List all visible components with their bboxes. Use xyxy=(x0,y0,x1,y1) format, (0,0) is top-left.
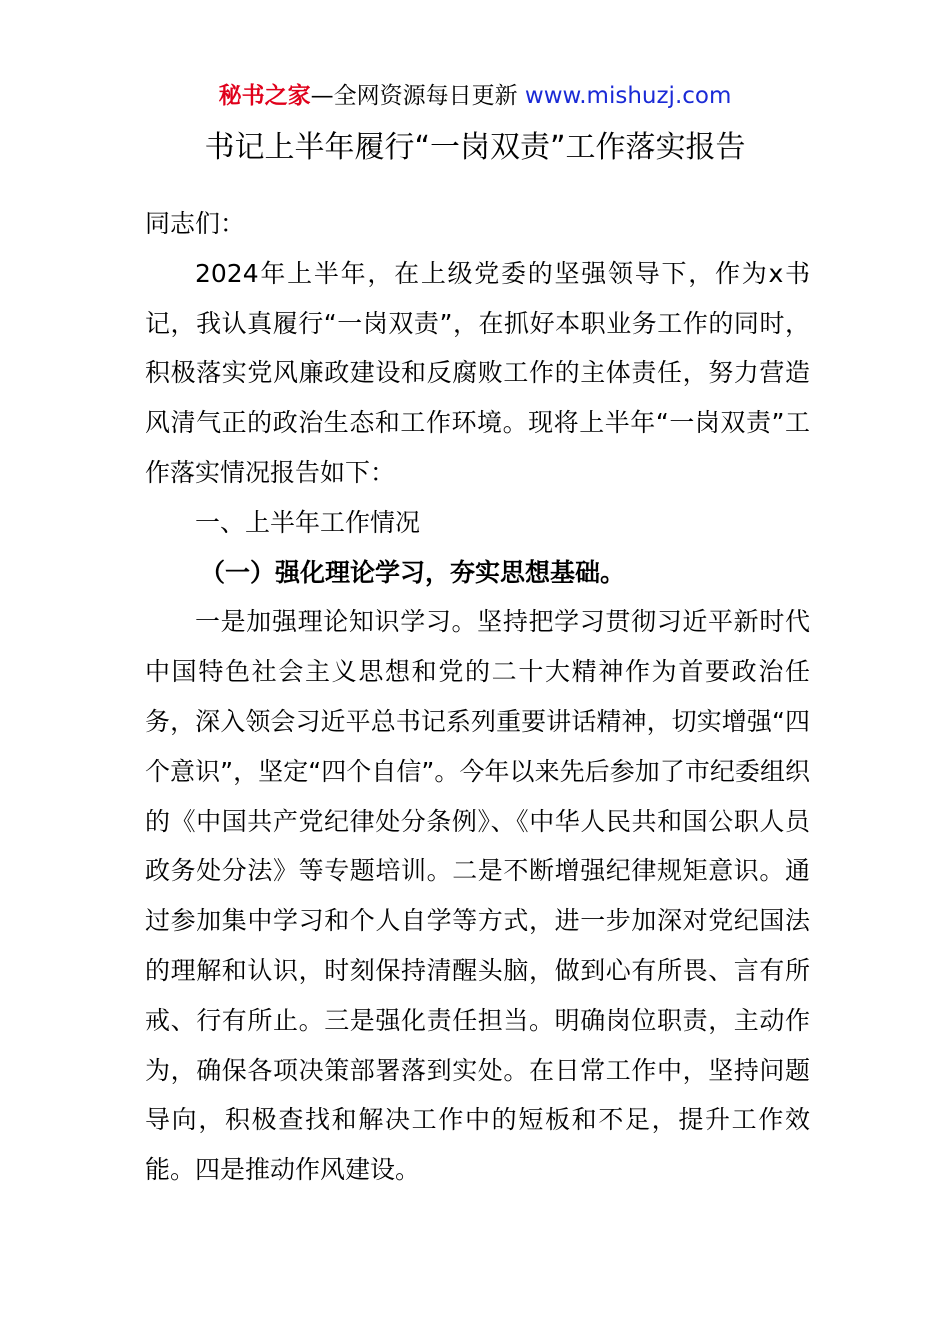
site-header xyxy=(0,80,950,112)
section-heading: 一、上半年工作情况 xyxy=(195,507,421,537)
intro-paragraph: 2024年上半年，在上级党委的坚强领导下，作为x书记，我认真履行“一岗双责”，在抓好本职业务工作的同时，积极落实党风廉政建设和反腐败工作的主体责任，努力营造风清气正的政治生态和工作环境。现将上半年“一岗双责”工作落实情况报告如下： xyxy=(145,258,810,487)
site-brand: 秘书之家 xyxy=(218,83,311,109)
subsection-paragraph: 一是加强理论知识学习。坚持把学习贯彻习近平新时代中国特色社会主义思想和党的二十大精神作为首要政治任务，深入领会习近平总书记系列重要讲话精神，切实增强“四个意识”，坚定“四个自信”。今年以来先后参加了市纪委组织的《中国共产党纪律处分条例》、《中华人民共和国公职人员政务处分法》等专题培训。二是不断增强纪律规矩意识。通过参加集中学习和个人自学等方式，进一步加深对党纪国法的理解和认识，时刻保持清醒头脑，做到心有所畏、言有所戒、行有所止。三是强化责任担当。明确岗位职责，主动作为，确保各项决策部署落到实处。在日常工作中，坚持问题导向，积极查找和解决工作中的短板和不足，提升工作效能。四是推动作风建设。 xyxy=(145,607,810,1185)
document-title: 书记上半年履行“一岗双责”工作落实报告 xyxy=(204,130,746,165)
salutation: 同志们： xyxy=(145,209,246,238)
site-tagline: —全网资源每日更新 xyxy=(310,83,525,109)
document-body xyxy=(145,199,810,1195)
site-url-link[interactable]: www.mishuzj.com xyxy=(524,83,732,109)
subsection-heading: （一）强化理论学习，夯实思想基础。 xyxy=(200,557,626,587)
